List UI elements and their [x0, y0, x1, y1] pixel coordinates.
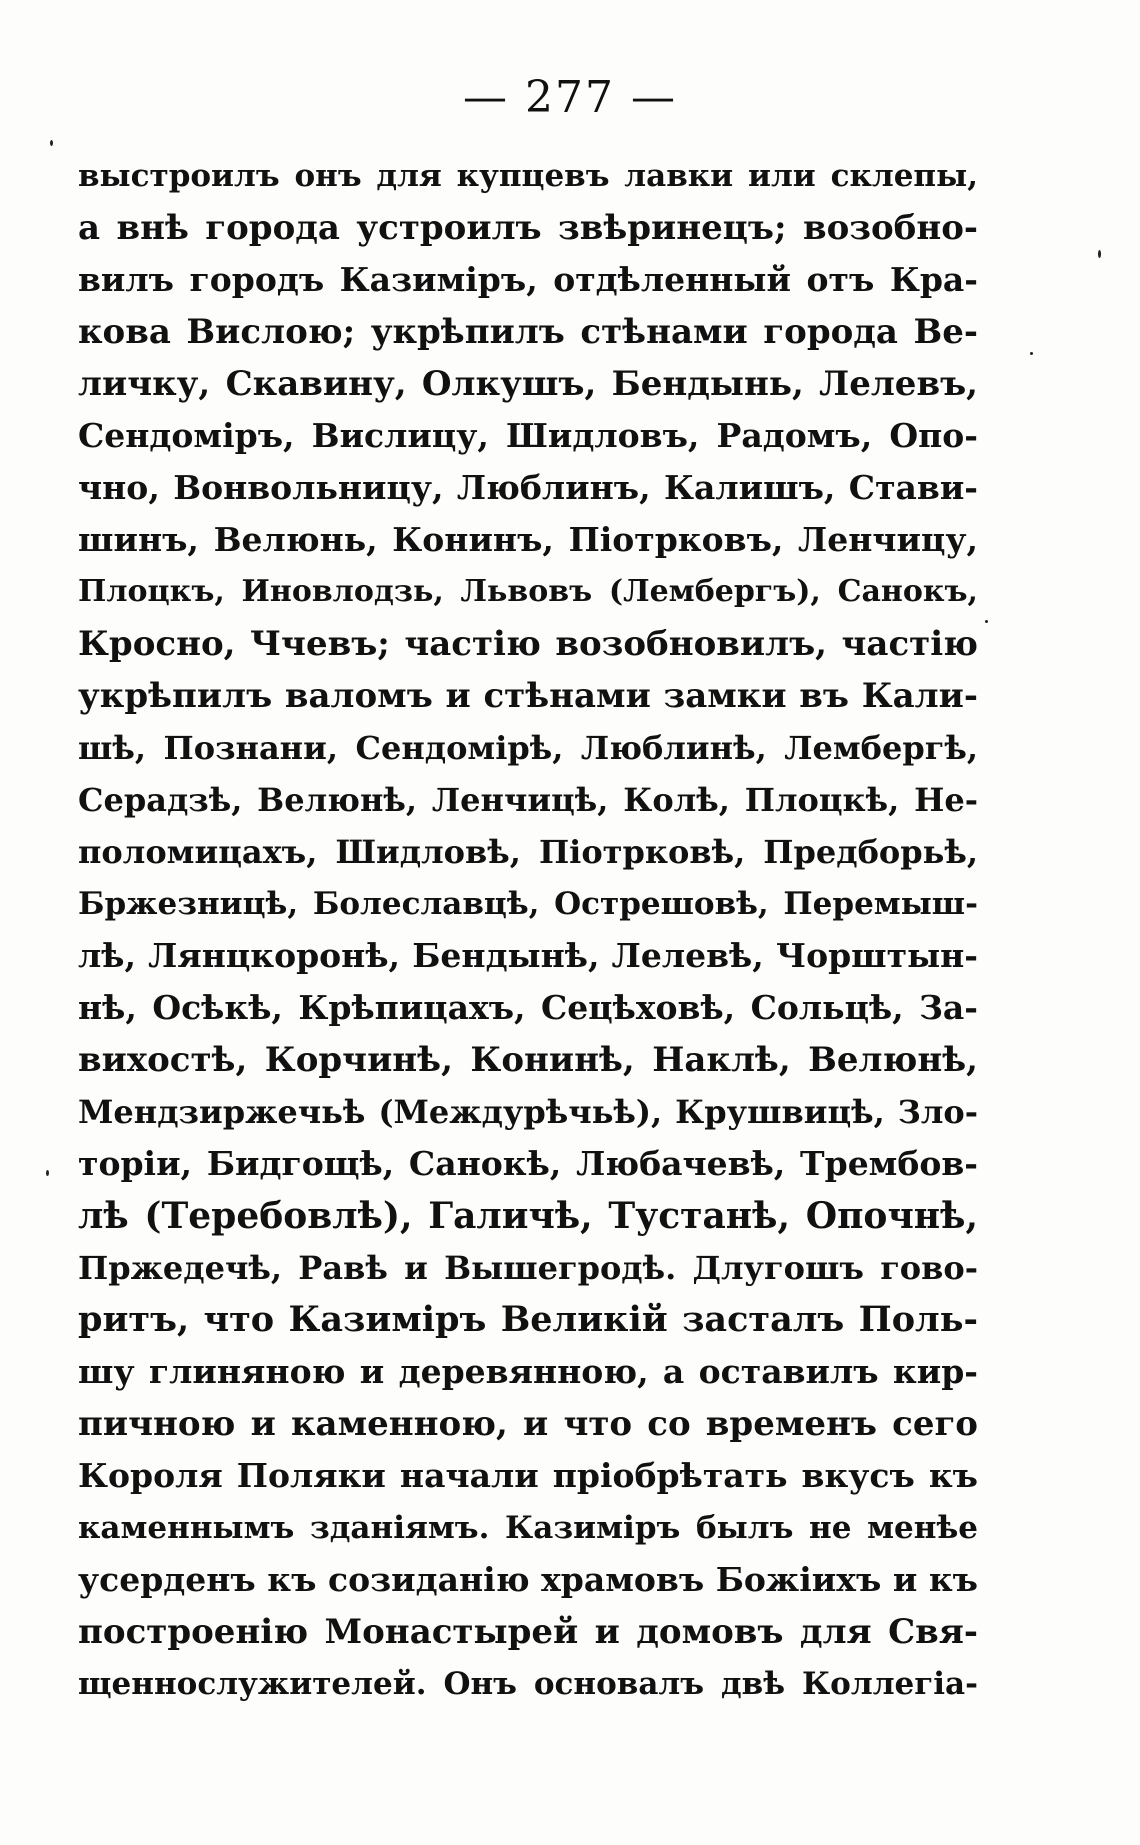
text-line: Короля Поляки начали пріобрѣтать вкусъ къ: [78, 1456, 978, 1495]
text-line: личку, Скавину, Олкушъ, Бендынь, Лелевъ,: [78, 364, 978, 404]
text-line: шинъ, Велюнь, Конинъ, Піотрковъ, Ленчицу,: [78, 520, 978, 559]
text-line: вилъ городъ Казиміръ, отдѣленный отъ Кра-: [78, 260, 978, 299]
text-line: пичною и каменною, и что со временъ сего: [78, 1404, 978, 1444]
text-line: Кросно, Ччевъ; частію возобновилъ, частію: [78, 624, 978, 664]
text-line: Серадзѣ, Велюнѣ, Ленчицѣ, Колѣ, Плоцкѣ, Не-: [78, 781, 978, 819]
text-line: лѣ, Лянцкоронѣ, Бендынѣ, Лелевѣ, Чорштын-: [78, 936, 978, 975]
print-speck: [50, 140, 53, 146]
text-line: щеннослужителей. Онъ основалъ двѣ Коллегіа-: [78, 1666, 978, 1702]
print-speck: [1098, 250, 1101, 258]
text-line: усерденъ къ созиданію храмовъ Божіихъ и къ: [78, 1560, 978, 1599]
print-speck: [985, 620, 988, 623]
text-line: укрѣпилъ валомъ и стѣнами замки въ Кали-: [78, 676, 978, 716]
text-line: Сендоміръ, Вислицу, Шидловъ, Радомъ, Опо-: [78, 416, 978, 455]
text-line: а внѣ города устроилъ звѣринецъ; возобно-: [78, 208, 978, 248]
text-line: Пржедечѣ, Равѣ и Вышегродѣ. Длугошъ гово-: [78, 1249, 978, 1287]
text-line: ритъ, что Казиміръ Великій засталъ Поль-: [78, 1299, 978, 1340]
text-line: шу глиняною и деревянною, а оставилъ кир-: [78, 1352, 978, 1391]
body-text: [78, 150, 978, 1710]
page-number: — 277 —: [463, 72, 677, 123]
text-line: кова Вислою; укрѣпилъ стѣнами города Ве-: [78, 312, 978, 352]
text-line: каменнымъ зданіямъ. Казиміръ былъ не менѣе: [78, 1510, 978, 1546]
print-speck: [46, 1170, 49, 1176]
text-line: вихостѣ, Корчинѣ, Конинѣ, Наклѣ, Велюнѣ,: [78, 1040, 978, 1080]
text-line: Мендзиржечьѣ (Междурѣчьѣ), Крушвицѣ, Зло-: [78, 1093, 978, 1131]
text-line: поломицахъ, Шидловѣ, Піотрковѣ, Предборьѣ,: [78, 833, 978, 871]
text-line: торіи, Бидгощѣ, Санокѣ, Любачевѣ, Трембов-: [78, 1144, 978, 1183]
text-line: шѣ, Познани, Сендомірѣ, Люблинѣ, Лембергѣ,: [78, 729, 978, 767]
text-line: Плоцкъ, Иновлодзь, Львовъ (Лембергъ), Санокъ,: [78, 574, 978, 609]
text-line: выстроилъ онъ для купцевъ лавки или склепы,: [78, 158, 978, 194]
print-speck: [1030, 352, 1033, 355]
text-line: построенію Монастырей и домовъ для Свя-: [78, 1612, 978, 1652]
text-line: лѣ (Теребовлѣ), Галичѣ, Тустанѣ, Опочнѣ,: [78, 1195, 978, 1237]
text-line: чно, Вонвольницу, Люблинъ, Калишъ, Стави-: [78, 468, 978, 507]
text-line: нѣ, Осѣкѣ, Крѣпицахъ, Сецѣховѣ, Сольцѣ, За-: [78, 988, 978, 1027]
text-line: Бржезницѣ, Болеславцѣ, Острешовѣ, Перемыш-: [78, 886, 978, 922]
